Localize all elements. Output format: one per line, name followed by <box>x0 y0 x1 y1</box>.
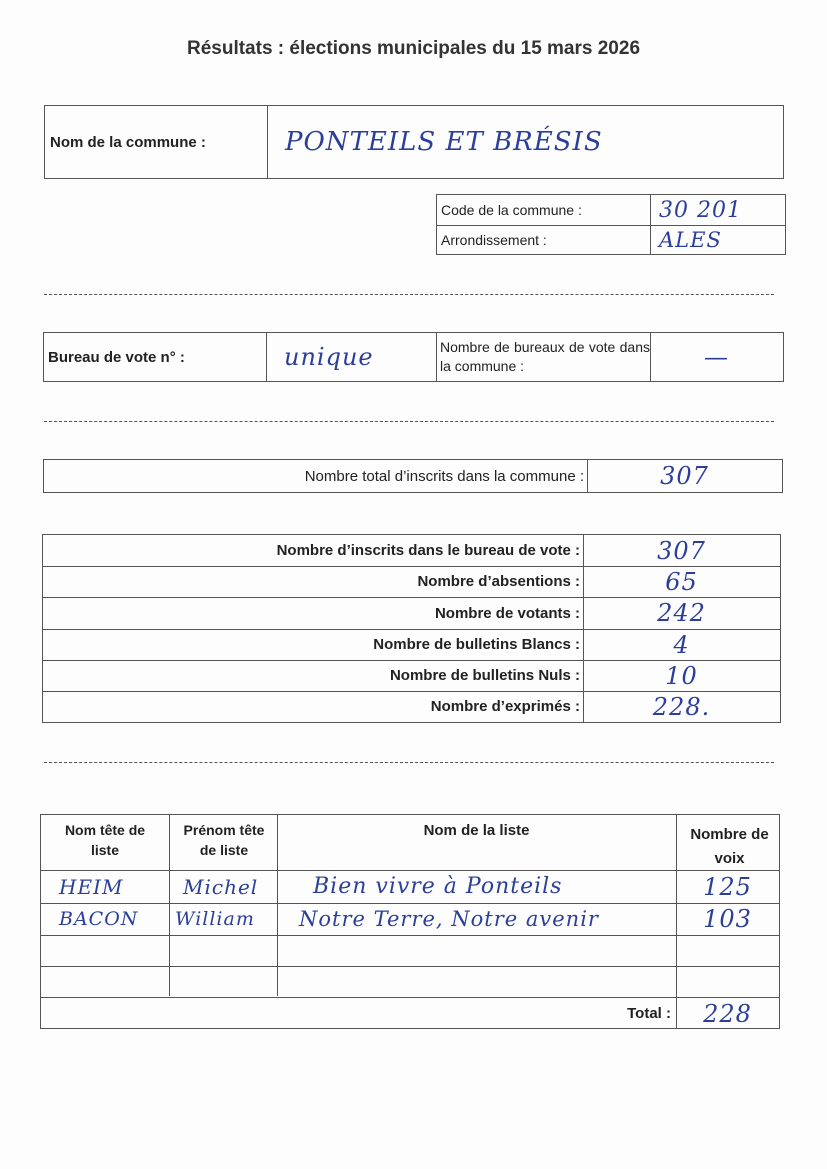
commune-name-box <box>44 105 784 179</box>
stat-value-votants: 242 <box>657 599 706 627</box>
stat-label-exprimes: Nombre d’exprimés : <box>430 698 580 715</box>
bureau-count-label: Nombre de bureaux de vote dans la commune : <box>440 339 650 374</box>
stats-table <box>42 534 781 723</box>
row2-liste: Notre Terre, Notre avenir <box>299 907 599 931</box>
stat-value-exprimes: 228. <box>652 692 711 721</box>
stat-label-blancs: Nombre de bulletins Blancs : <box>373 636 580 653</box>
stat-value-nuls: 10 <box>665 661 698 690</box>
total-inscrits-value: 307 <box>660 462 709 490</box>
header-nom: Nom tête de liste <box>64 822 146 858</box>
total-inscrits-label: Nombre total d’inscrits dans la commune : <box>304 467 584 485</box>
header-voix: Nombre de voix <box>690 826 769 867</box>
row1-nom: HEIM <box>59 874 124 899</box>
row2-prenom: William <box>175 908 255 930</box>
stat-value-absentions: 65 <box>665 567 698 596</box>
header-prenom: Prénom tête de liste <box>183 822 265 858</box>
bureau-label: Bureau de vote n° : <box>48 348 185 366</box>
stat-label-votants: Nombre de votants : <box>434 604 580 622</box>
bureau-count-value: — <box>704 343 729 371</box>
code-value: 30 201 <box>659 197 742 223</box>
stat-value-inscrits: 307 <box>657 536 706 565</box>
page-title: Résultats : élections municipales du 15 mars 2026 <box>186 38 641 59</box>
separator-1 <box>44 294 774 295</box>
row1-liste: Bien vivre à Ponteils <box>313 874 563 899</box>
total-value: 228 <box>703 999 752 1028</box>
stat-value-blancs: 4 <box>673 630 690 659</box>
bureau-box <box>43 332 784 382</box>
code-label: Code de la commune : <box>441 202 582 218</box>
arrondissement-label: Arrondissement : <box>441 232 547 248</box>
commune-name-value: PONTEILS ET BRÉSIS <box>285 127 603 157</box>
stat-label-absentions: Nombre d’absentions : <box>417 573 580 590</box>
commune-code-box <box>436 194 786 255</box>
arrondissement-value: ALES <box>659 228 722 252</box>
separator-2 <box>44 421 774 422</box>
results-table <box>40 814 780 1029</box>
row1-voix: 125 <box>703 872 752 901</box>
row2-voix: 103 <box>703 905 752 933</box>
stat-label-nuls: Nombre de bulletins Nuls : <box>389 667 580 684</box>
stat-label-inscrits: Nombre d’inscrits dans le bureau de vote : <box>276 542 580 559</box>
row2-nom: BACON <box>59 908 139 930</box>
separator-3 <box>44 762 774 763</box>
bureau-value: unique <box>284 343 374 371</box>
commune-name-label: Nom de la commune : <box>50 133 206 151</box>
total-inscrits-box <box>43 459 783 493</box>
total-label: Total : <box>627 1005 671 1022</box>
header-liste: Nom de la liste <box>423 822 530 839</box>
row1-prenom: Michel <box>183 874 259 899</box>
